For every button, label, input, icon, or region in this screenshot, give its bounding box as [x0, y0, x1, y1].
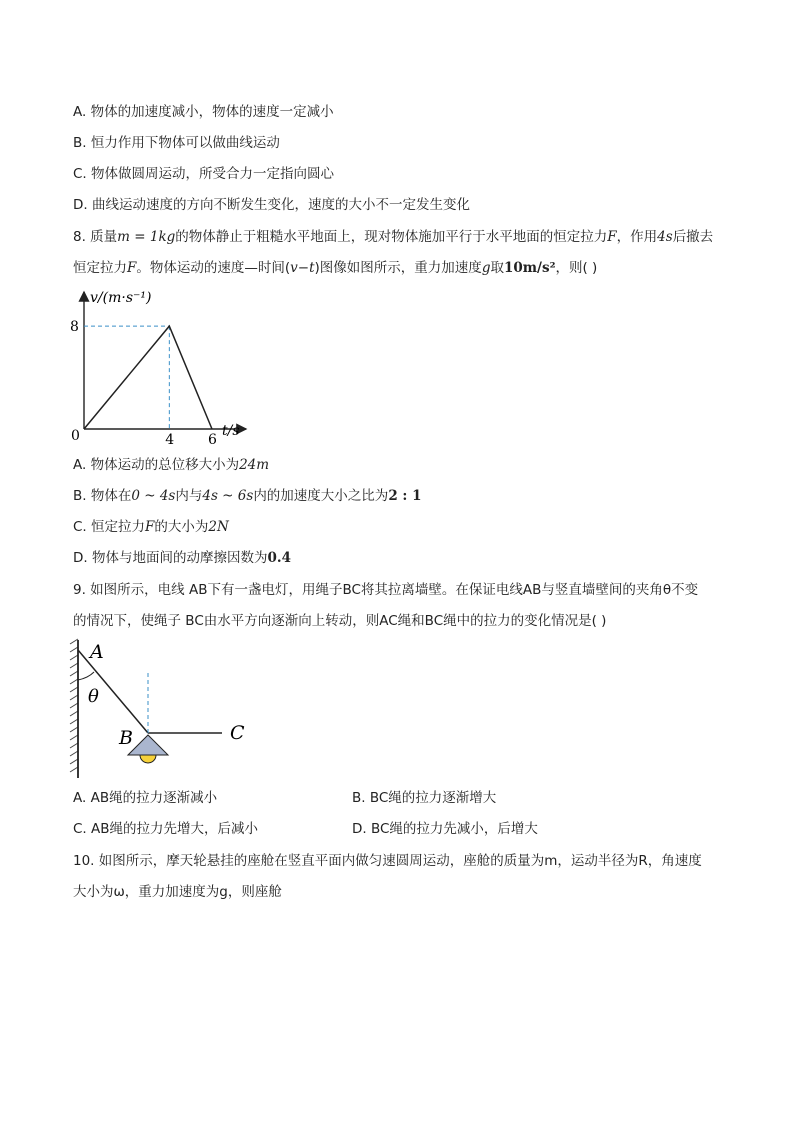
- theta-arc: [78, 672, 94, 680]
- q9-option-b: B. BC绳的拉力逐渐增大: [352, 790, 497, 806]
- label-theta: θ: [88, 686, 99, 707]
- q9-option-d: D. BC绳的拉力先减小，后增大: [352, 821, 538, 837]
- q9-stem-line2: 的情况下，使绳子 BC由水平方向逐渐向上转动，则AC绳和BC绳中的拉力的变化情况是( ): [73, 613, 607, 629]
- q8-stem-line2: 恒定拉力F。物体运动的速度—时间(v−t)图像如图所示，重力加速度g取10m/s²，则( ): [73, 260, 598, 276]
- x-axis-label: t/s: [222, 423, 240, 439]
- x-tick-label-6: 6: [208, 432, 217, 448]
- q10-stem-line2: 大小为ω，重力加速度为g，则座舱: [73, 884, 282, 900]
- lamp-shade: [128, 735, 168, 755]
- velocity-series-line: [84, 326, 212, 429]
- origin-label: 0: [71, 428, 80, 444]
- q8-option-c: C. 恒定拉力F的大小为2N: [73, 519, 229, 535]
- y-axis-label: v/(m·s⁻¹): [90, 290, 152, 306]
- q7-option-d: D. 曲线运动速度的方向不断发生变化，速度的大小不一定发生变化: [73, 197, 470, 213]
- y-tick-label-8: 8: [70, 319, 79, 336]
- q10-stem-line1: 10. 如图所示，摩天轮悬挂的座舱在竖直平面内做匀速圆周运动，座舱的质量为m，运动半径为R，角速度: [73, 853, 702, 869]
- q8-option-a: A. 物体运动的总位移大小为24m: [73, 457, 270, 473]
- label-c: C: [230, 722, 245, 744]
- q9-option-a: A. AB绳的拉力逐渐减小: [73, 790, 218, 806]
- label-b: B: [119, 727, 133, 749]
- light-bulb: [140, 755, 156, 763]
- q9-stem-line1: 9. 如图所示，电线 AB下有一盏电灯，用绳子BC将其拉离墙壁。在保证电线AB与竖直墙壁间的夹角θ不变: [73, 582, 699, 598]
- x-tick-label-4: 4: [165, 432, 175, 448]
- q9-option-c: C. AB绳的拉力先增大，后减小: [73, 821, 259, 837]
- q7-option-a: A. 物体的加速度减小，物体的速度一定减小: [73, 104, 334, 120]
- wall-hatching: [70, 639, 78, 772]
- vt-graph: [60, 282, 260, 452]
- q8-stem-line1: 8. 质量m = 1kg的物体静止于粗糙水平地面上，现对物体施加平行于水平地面的恒定拉力F，作用4s后撤去: [73, 229, 714, 245]
- label-a: A: [90, 641, 104, 663]
- q8-option-d: D. 物体与地面间的动摩擦因数为0.4: [73, 550, 291, 566]
- q7-option-c: C. 物体做圆周运动，所受合力一定指向圆心: [73, 166, 335, 182]
- lamp-figure: [64, 638, 264, 783]
- q8-option-b: B. 物体在0 ~ 4s内与4s ~ 6s内的加速度大小之比为2 : 1: [73, 488, 422, 504]
- q7-option-b: B. 恒力作用下物体可以做曲线运动: [73, 135, 280, 151]
